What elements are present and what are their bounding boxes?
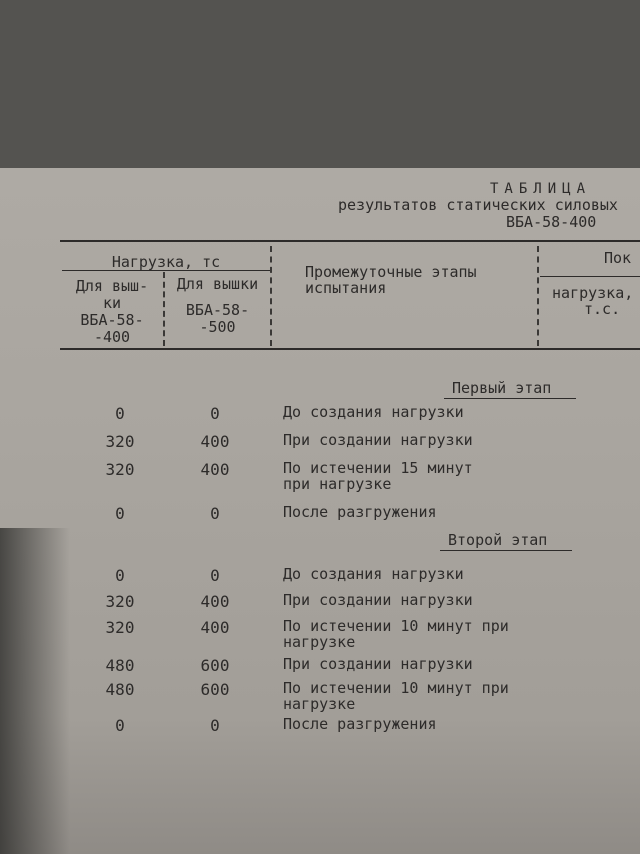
section-title: Первый этап <box>452 379 552 397</box>
header-col1-line2: ки <box>102 294 122 312</box>
cell-load-500: 0 <box>210 504 220 523</box>
cell-stage-description: нагрузке <box>283 633 356 651</box>
cell-stage-description: По истечении 10 минут при <box>283 617 509 635</box>
right-under-rule <box>540 276 640 277</box>
document-page <box>0 168 640 854</box>
cell-load-400: 480 <box>105 680 135 699</box>
cell-stage-description: При создании нагрузки <box>283 431 473 449</box>
header-stages-line1: Промежуточные этапы <box>305 263 477 281</box>
shadow-overlay <box>0 528 70 854</box>
header-right-line1: нагрузка, <box>552 284 634 302</box>
cell-stage-description: При создании нагрузки <box>283 591 473 609</box>
header-col2-line3: -500 <box>199 318 236 336</box>
header-stages-line2: испытания <box>305 279 387 297</box>
header-load: Нагрузка, тс <box>111 253 221 271</box>
col-divider-2 <box>270 246 272 346</box>
cell-load-500: 400 <box>200 592 230 611</box>
doc-subtitle: результатов статических силовых <box>338 196 618 214</box>
cell-load-400: 320 <box>105 460 135 479</box>
header-col2-line1: Для вышки <box>176 275 259 293</box>
header-col1-line1: Для выш- <box>75 277 149 295</box>
col-divider-1 <box>163 272 165 346</box>
cell-stage-description: После разгружения <box>283 503 437 521</box>
header-right-line2: т.с. <box>584 300 621 318</box>
cell-load-400: 0 <box>115 716 125 735</box>
cell-load-500: 400 <box>200 460 230 479</box>
cell-load-400: 0 <box>115 566 125 585</box>
cell-load-500: 0 <box>210 716 220 735</box>
table-header-bottom-rule <box>60 348 640 350</box>
cell-stage-description: После разгружения <box>283 715 437 733</box>
cell-load-400: 480 <box>105 656 135 675</box>
cell-load-400: 320 <box>105 432 135 451</box>
cell-stage-description: При создании нагрузки <box>283 655 473 673</box>
table-top-rule <box>60 240 640 242</box>
cell-load-500: 400 <box>200 618 230 637</box>
section-title-underline <box>440 550 572 551</box>
cell-load-400: 0 <box>115 404 125 423</box>
cell-load-500: 600 <box>200 680 230 699</box>
section-title: Второй этап <box>448 531 548 549</box>
doc-title: ТАБЛИЦА <box>490 181 592 197</box>
cell-stage-description: До создания нагрузки <box>283 565 464 583</box>
cell-stage-description: при нагрузке <box>283 475 392 493</box>
cell-load-500: 0 <box>210 404 220 423</box>
cell-load-500: 400 <box>200 432 230 451</box>
cell-load-400: 320 <box>105 592 135 611</box>
col-divider-3 <box>537 246 539 346</box>
section-title-underline <box>444 398 576 399</box>
header-col1-line3: ВБА-58- <box>80 311 144 329</box>
cell-stage-description: По истечении 15 минут <box>283 459 473 477</box>
header-col1-line4: -400 <box>93 328 131 346</box>
cell-load-500: 0 <box>210 566 220 585</box>
cell-stage-description: До создания нагрузки <box>283 403 464 421</box>
cell-load-400: 320 <box>105 618 135 637</box>
header-right-top: Пок <box>604 249 632 267</box>
header-col2-line2: ВБА-58- <box>185 301 250 319</box>
doc-model: ВБА-58-400 <box>506 213 597 231</box>
cell-load-400: 0 <box>115 504 125 523</box>
cell-stage-description: нагрузке <box>283 695 356 713</box>
cell-load-500: 600 <box>200 656 230 675</box>
cell-stage-description: По истечении 10 минут при <box>283 679 509 697</box>
